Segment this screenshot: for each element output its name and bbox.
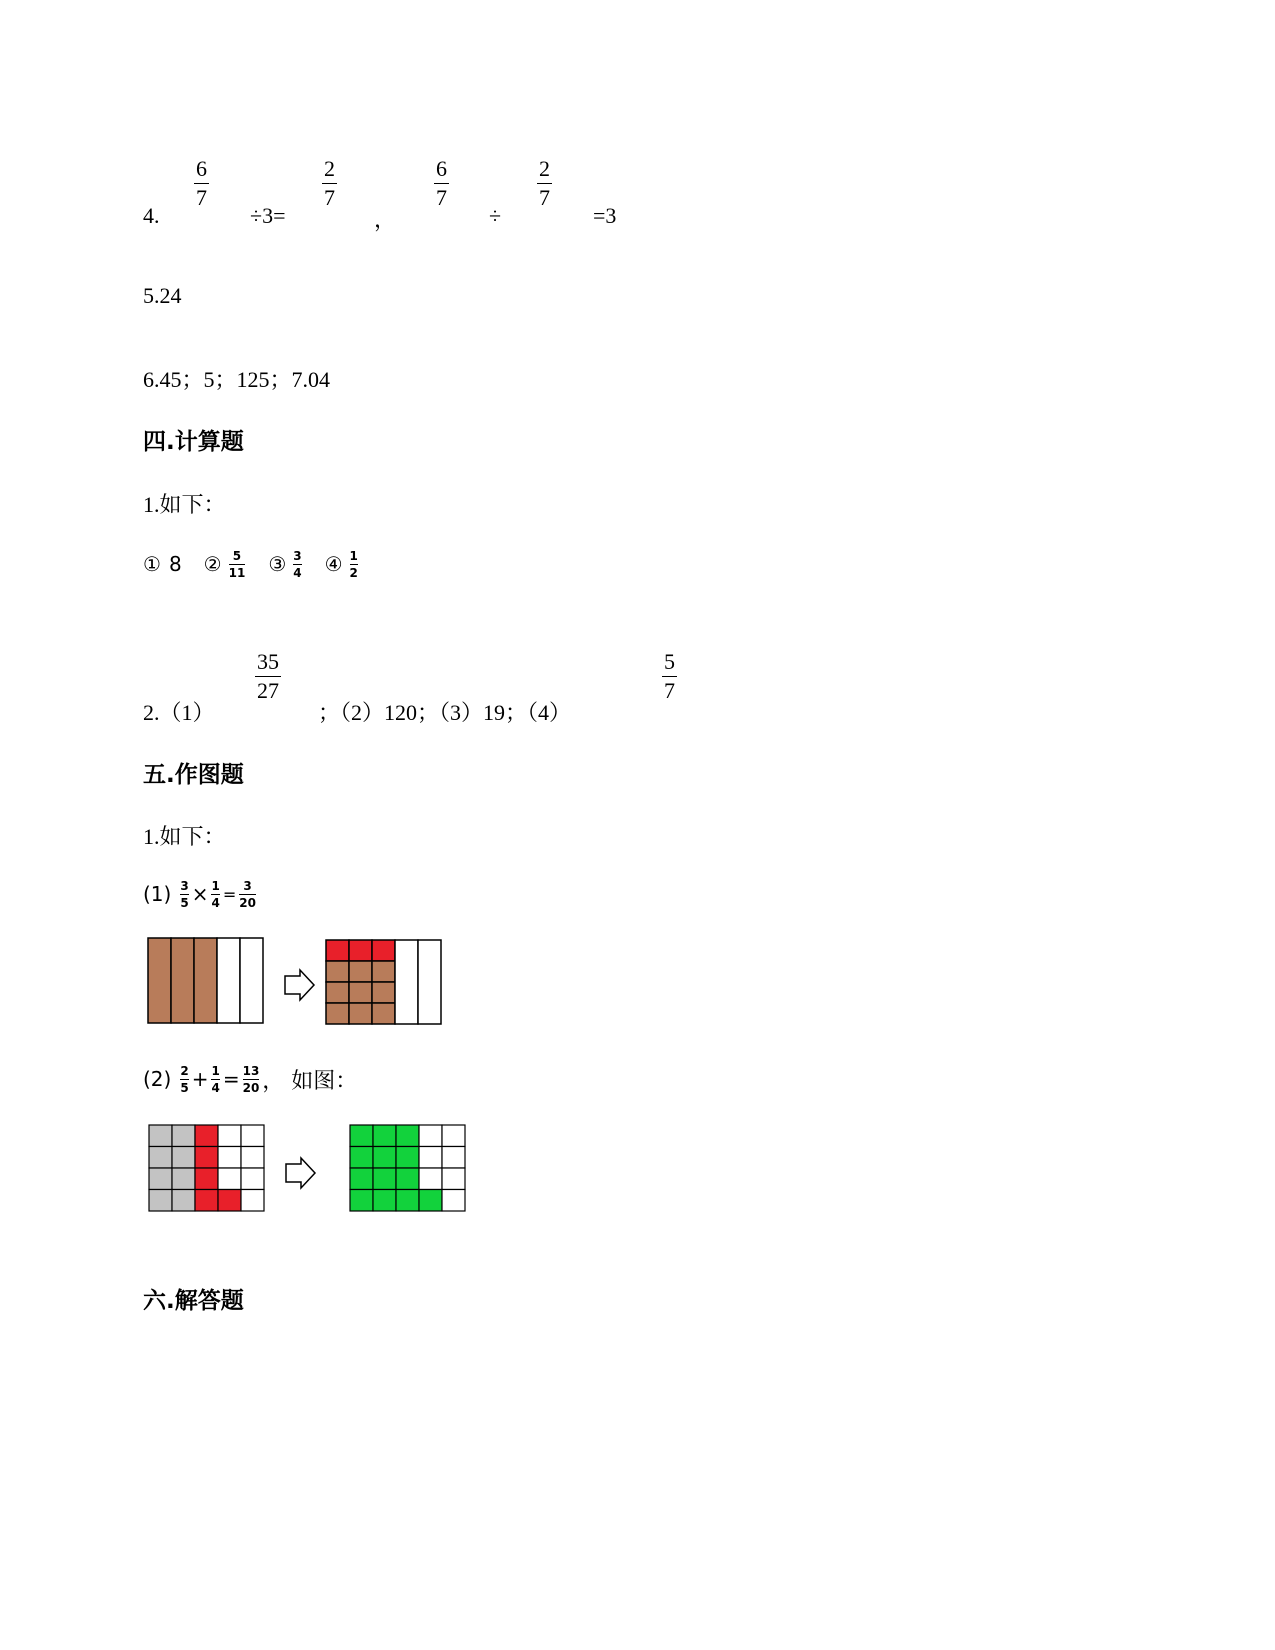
brown-cell — [349, 982, 372, 1003]
shaded-strip — [148, 938, 171, 1023]
item-2-fraction-2 — [662, 651, 677, 702]
part-1-label: (1) — [143, 882, 172, 906]
part-2-suffix: ， 如图： — [262, 1068, 358, 1094]
fraction: 13 20 — [242, 1063, 260, 1095]
empty-strip — [395, 940, 418, 1024]
fraction: 1 4 — [211, 878, 220, 910]
green-cell — [373, 1190, 396, 1212]
answer-fraction: 5 11 — [228, 548, 246, 580]
section-4-item-2-label: 2.（1） — [143, 700, 215, 725]
brown-cell — [326, 961, 349, 982]
q4-fraction-2 — [322, 158, 337, 209]
empty-cell — [442, 1125, 465, 1147]
gray-cell — [172, 1147, 195, 1169]
q6-answer: 6.45；5；125；7.04 — [143, 367, 331, 392]
numerator: 6 — [196, 156, 207, 181]
denominator: 7 — [196, 185, 207, 210]
empty-cell — [218, 1125, 241, 1147]
answer-marker: ② — [203, 552, 222, 576]
green-cell — [373, 1147, 396, 1169]
red-cell — [326, 940, 349, 961]
green-cell — [350, 1125, 373, 1147]
red-cell — [195, 1168, 218, 1190]
brown-cell — [326, 982, 349, 1003]
empty-cell — [218, 1147, 241, 1169]
numerator: 5 — [664, 649, 675, 674]
green-cell — [396, 1168, 419, 1190]
arrow-icon — [286, 1158, 315, 1188]
empty-cell — [419, 1168, 442, 1190]
q4-label: 4. — [143, 203, 160, 228]
q5-answer: 5.24 — [143, 283, 182, 308]
fraction: 1 4 — [211, 1063, 220, 1095]
q4-eq3: =3 — [593, 203, 617, 228]
empty-cell — [241, 1168, 264, 1190]
green-cell — [373, 1125, 396, 1147]
numerator: 35 — [257, 649, 279, 674]
brown-cell — [349, 961, 372, 982]
red-cell — [195, 1147, 218, 1169]
empty-cell — [442, 1147, 465, 1169]
gray-cell — [172, 1125, 195, 1147]
part-2-label: (2) — [143, 1067, 172, 1091]
green-cell — [396, 1190, 419, 1212]
part-1-equation — [143, 872, 259, 916]
green-cell — [350, 1147, 373, 1169]
gray-cell — [172, 1190, 195, 1212]
denominator: 7 — [436, 185, 447, 210]
left-grid — [148, 938, 263, 1023]
denominator: 7 — [664, 678, 675, 703]
empty-strip — [240, 938, 263, 1023]
gray-cell — [149, 1168, 172, 1190]
green-cell — [373, 1168, 396, 1190]
brown-cell — [372, 961, 395, 982]
answer-marker: ③ — [268, 552, 287, 576]
empty-cell — [419, 1147, 442, 1169]
empty-cell — [218, 1168, 241, 1190]
q4-divide: ÷ — [489, 203, 502, 228]
answer-fraction: 1 2 — [349, 548, 358, 580]
q4-fraction-4 — [537, 158, 552, 209]
operator: × — [191, 882, 209, 906]
denominator: 27 — [257, 678, 279, 703]
section-4-item-1-label: 1.如下： — [143, 492, 226, 517]
empty-cell — [241, 1125, 264, 1147]
section-5-title: 五.作图题 — [143, 762, 244, 788]
denominator: 7 — [539, 185, 550, 210]
section-4-title: 四.计算题 — [143, 429, 244, 455]
brown-cell — [372, 1003, 395, 1024]
red-cell — [349, 940, 372, 961]
brown-cell — [349, 1003, 372, 1024]
section-6-title: 六.解答题 — [143, 1288, 244, 1314]
part-1-diagram — [140, 930, 450, 1030]
answer-fraction: 3 4 — [293, 548, 302, 580]
fraction: 2 5 — [180, 1063, 189, 1095]
numerator: 2 — [539, 156, 550, 181]
answer-value: 8 — [168, 552, 182, 576]
operator: + — [191, 1067, 209, 1091]
red-cell — [195, 1125, 218, 1147]
shaded-strip — [194, 938, 217, 1023]
part-2-diagram — [140, 1115, 480, 1220]
equals: = — [222, 884, 237, 904]
fraction: 3 20 — [239, 878, 256, 910]
shaded-strip — [171, 938, 194, 1023]
empty-strip — [418, 940, 441, 1024]
empty-cell — [419, 1125, 442, 1147]
section-5-item-1-label: 1.如下： — [143, 824, 226, 849]
equals: = — [222, 1067, 240, 1091]
q4-comma: ， — [374, 207, 397, 232]
green-cell — [350, 1190, 373, 1212]
right-grid — [350, 1125, 465, 1211]
empty-cell — [442, 1190, 465, 1212]
brown-cell — [372, 982, 395, 1003]
red-cell — [195, 1190, 218, 1212]
q4-fraction-3 — [434, 158, 449, 209]
arrow-icon — [285, 970, 314, 1000]
empty-cell — [241, 1147, 264, 1169]
fraction: 3 5 — [180, 878, 189, 910]
empty-cell — [241, 1190, 264, 1212]
denominator: 7 — [324, 185, 335, 210]
answer-marker: ④ — [324, 552, 343, 576]
brown-cell — [326, 1003, 349, 1024]
empty-strip — [217, 938, 240, 1023]
green-cell — [419, 1190, 442, 1212]
gray-cell — [149, 1190, 172, 1212]
q4-fraction-1 — [194, 158, 209, 209]
gray-cell — [149, 1125, 172, 1147]
empty-cell — [442, 1168, 465, 1190]
left-grid — [149, 1125, 264, 1211]
red-cell — [218, 1190, 241, 1212]
green-cell — [396, 1147, 419, 1169]
gray-cell — [172, 1168, 195, 1190]
red-cell — [372, 940, 395, 961]
numerator: 2 — [324, 156, 335, 181]
right-grid — [326, 940, 441, 1024]
green-cell — [350, 1168, 373, 1190]
numerator: 6 — [436, 156, 447, 181]
q4-div3: ÷3= — [250, 203, 286, 228]
section-4-answers — [143, 542, 361, 586]
green-cell — [396, 1125, 419, 1147]
gray-cell — [149, 1147, 172, 1169]
item-2-fraction-1 — [255, 651, 281, 702]
part-2-equation — [143, 1057, 357, 1101]
section-4-item-2-middle: ；（2）120；（3）19；（4） — [318, 700, 572, 725]
answer-marker: ① — [143, 552, 161, 576]
